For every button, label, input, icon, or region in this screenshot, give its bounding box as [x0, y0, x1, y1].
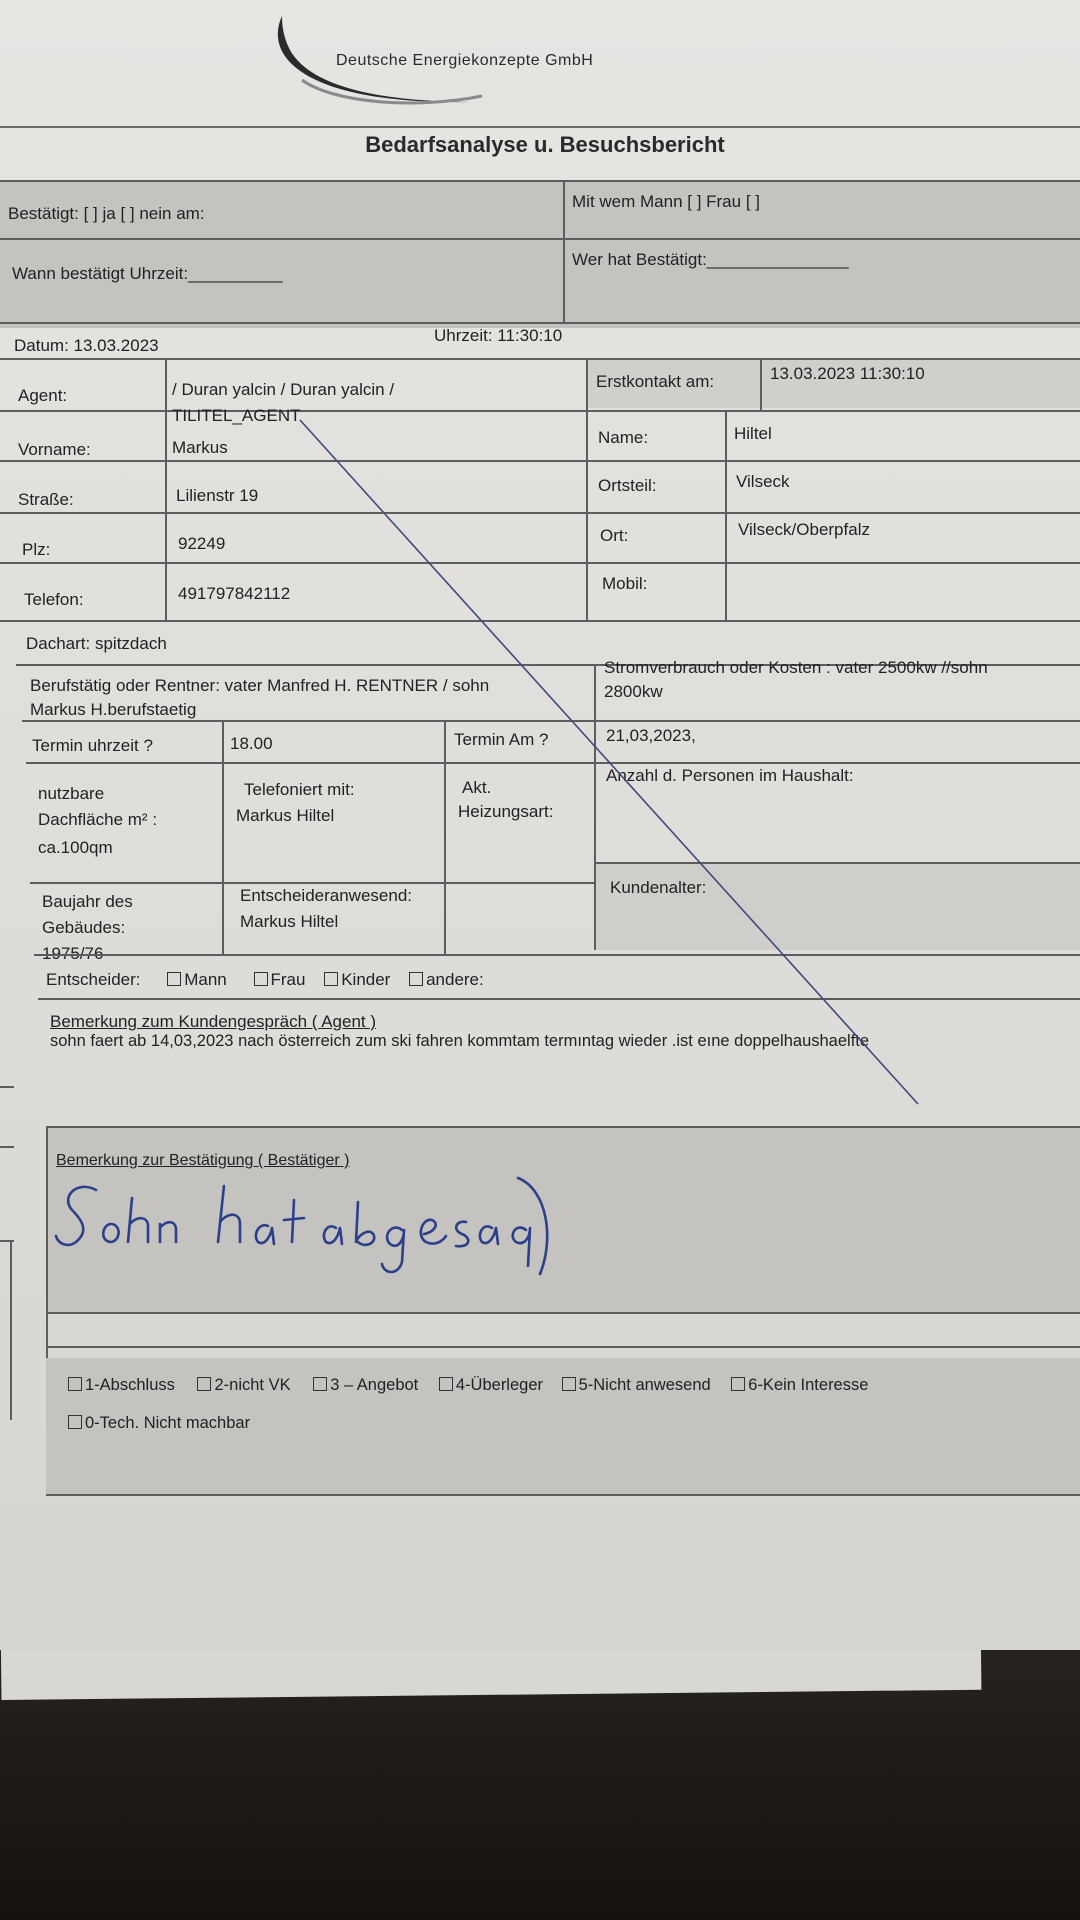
- company-name: Deutsche Energiekonzepte GmbH: [336, 52, 594, 69]
- confirmed-by-field[interactable]: Wer hat Bestätigt:_______________: [572, 250, 849, 269]
- option-label: 2-nicht VK: [214, 1376, 291, 1394]
- with-whom-field[interactable]: Mit wem Mann [ ] Frau [ ]: [572, 192, 760, 211]
- option-label: 6-Kein Interesse: [748, 1376, 869, 1394]
- agent-value: / Duran yalcin / Duran yalcin /: [172, 380, 395, 399]
- last-name-value: Hiltel: [734, 424, 772, 443]
- roof-area-line-2: Dachfläche m² :: [38, 810, 158, 829]
- time-field: Uhrzeit: 11:30:10: [434, 326, 563, 345]
- appointment-time-label: Termin uhrzeit ?: [32, 736, 153, 755]
- option-label: 1-Abschluss: [85, 1376, 175, 1394]
- checkbox-label: Mann: [184, 970, 227, 989]
- last-name-label: Name:: [598, 428, 649, 447]
- phone-label: Telefon:: [24, 590, 84, 609]
- roof-type: Dachart: spitzdach: [26, 634, 167, 653]
- first-name-value: Markus: [172, 438, 228, 457]
- called-with-label: Telefoniert mit:: [244, 780, 355, 799]
- customer-age: Kundenalter:: [610, 878, 707, 897]
- zip-value: 92249: [178, 534, 226, 553]
- phone-value: 491797842112: [178, 584, 291, 603]
- option-label: 5-Nicht anwesend: [578, 1376, 711, 1394]
- roof-area-line-1: nutzbare: [38, 784, 105, 803]
- roof-area-value: ca.100qm: [38, 838, 113, 857]
- heating-line-1: Akt.: [462, 778, 492, 797]
- option-label: 3 – Angebot: [330, 1376, 419, 1394]
- checkbox-label: Kinder: [341, 970, 391, 989]
- occupation-line-1: Berufstätig oder Rentner: vater Manfred H. RENTNER / sohn: [30, 676, 490, 695]
- decider-present-label: Entscheideranwesend:: [240, 886, 413, 905]
- agent-remark-heading: Bemerkung zum Kundengespräch ( Agent ): [50, 1012, 377, 1031]
- option-label: 4-Überleger: [455, 1376, 543, 1394]
- option-label: 0-Tech. Nicht machbar: [85, 1414, 251, 1432]
- city-value: Vilseck/Oberpfalz: [738, 520, 870, 539]
- confirmed-field[interactable]: Bestätigt: [ ] ja [ ] nein am:: [8, 204, 205, 223]
- district-label: Ortsteil:: [598, 476, 657, 495]
- appointment-date-value: 21,03,2023,: [606, 726, 696, 745]
- power-usage-line-2: 2800kw: [604, 682, 663, 701]
- street-value: Lilienstr 19: [176, 486, 259, 505]
- first-contact-value: 13.03.2023 11:30:10: [770, 364, 925, 383]
- power-usage-line-1: Stromverbrauch oder Kosten : vater 2500kw //sohn: [604, 658, 988, 677]
- appointment-date-label: Termin Am ?: [454, 730, 549, 749]
- agent-label: Agent:: [18, 386, 68, 405]
- date-field: Datum: 13.03.2023: [14, 336, 159, 355]
- build-year-line-1: Baujahr des: [42, 892, 133, 911]
- checkbox-label: Frau: [270, 970, 306, 989]
- form-title: Bedarfsanalyse u. Besuchsbericht: [365, 132, 725, 157]
- mobile-label: Mobil:: [602, 574, 648, 593]
- confirmer-remark-heading: Bemerkung zur Bestätigung ( Bestätiger ): [56, 1152, 350, 1169]
- city-label: Ort:: [600, 526, 629, 545]
- decider-label: Entscheider:: [46, 970, 141, 989]
- agent-value-2: TILITEL_AGENT: [172, 406, 301, 425]
- confirm-time-field[interactable]: Wann bestätigt Uhrzeit:__________: [12, 264, 283, 283]
- zip-label: Plz:: [22, 540, 51, 559]
- checkbox-label: andere:: [426, 970, 484, 989]
- heating-line-2: Heizungsart:: [458, 802, 554, 821]
- household-size: Anzahl d. Personen im Haushalt:: [606, 766, 854, 785]
- street-label: Straße:: [18, 490, 74, 509]
- build-year-line-2: Gebäudes:: [42, 918, 126, 937]
- district-value: Vilseck: [736, 472, 790, 491]
- decider-present-value: Markus Hiltel: [240, 912, 339, 931]
- first-name-label: Vorname:: [18, 440, 91, 459]
- called-with-value: Markus Hiltel: [236, 806, 335, 825]
- occupation-line-2: Markus H.berufstaetig: [30, 700, 197, 719]
- first-contact-label: Erstkontakt am:: [596, 372, 715, 391]
- appointment-time-value: 18.00: [230, 734, 273, 753]
- agent-remark-text: sohn faert ab 14,03,2023 nach österreich zum ski fahren kommtam termıntag wieder .ist eıne doppelhaushaelfte: [50, 1032, 870, 1050]
